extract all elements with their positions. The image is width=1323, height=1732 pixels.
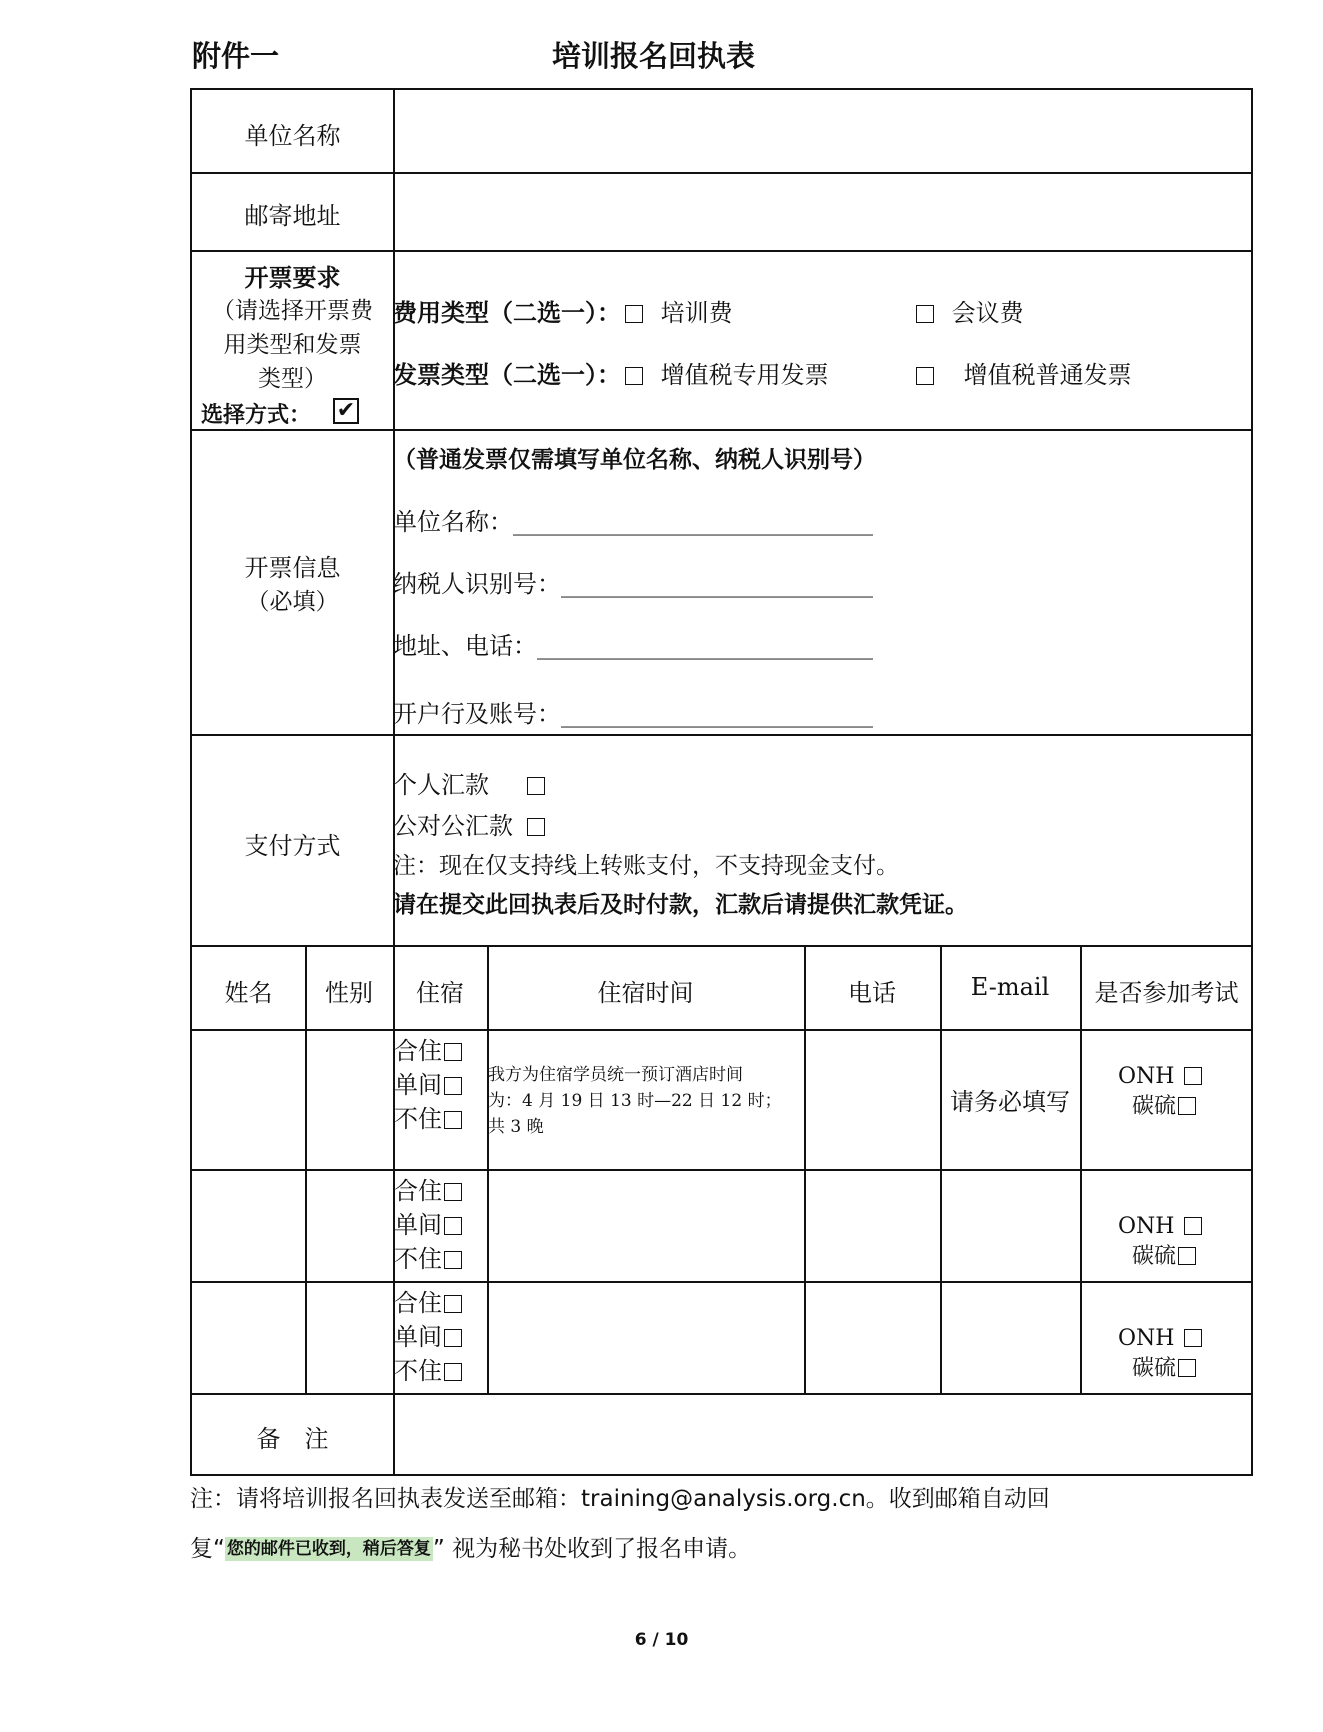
footer-note-line1: 注：请将培训报名回执表发送至邮箱：training@analysis.org.cn。收到邮箱自动回 xyxy=(190,1486,1050,1512)
lodging-none-label: 不住 xyxy=(394,1105,442,1133)
invoice-special-label: 增值税专用发票 xyxy=(660,361,829,389)
payment-bold-note: 请在提交此回执表后及时付款，汇款后请提供汇款凭证。 xyxy=(393,892,968,918)
page-total: 10 xyxy=(664,1630,689,1650)
exam-options xyxy=(1118,1062,1206,1122)
fill-line: __________________________ xyxy=(561,570,873,598)
exam-cs-checkbox[interactable] xyxy=(1178,1247,1196,1265)
invoice-normal-checkbox[interactable] xyxy=(916,367,934,385)
lodging-shared-checkbox[interactable] xyxy=(444,1295,462,1313)
lodging-options xyxy=(394,1034,462,1136)
col-header-name: 姓名 xyxy=(224,979,273,1007)
row-divider xyxy=(190,1169,1253,1171)
exam-options xyxy=(1118,1324,1206,1384)
exam-onh-checkbox[interactable] xyxy=(1184,1217,1202,1235)
row-divider xyxy=(190,429,1253,431)
invoice-info-label: 开票信息 xyxy=(244,554,341,582)
remarks-label: 备 注 xyxy=(256,1425,329,1453)
checkmark-icon: ✔ xyxy=(333,398,359,424)
address-phone-field[interactable] xyxy=(393,626,873,661)
lodging-shared-checkbox[interactable] xyxy=(444,1183,462,1201)
invoice-requirement-label: 开票要求 xyxy=(244,264,341,292)
lodging-shared-checkbox[interactable] xyxy=(444,1043,462,1061)
invoice-special-checkbox[interactable] xyxy=(625,367,643,385)
footer-note-line2 xyxy=(190,1530,751,1563)
col-header-exam: 是否参加考试 xyxy=(1094,979,1239,1007)
attachment-label: 附件一 xyxy=(192,39,280,73)
payment-method-label: 支付方式 xyxy=(244,832,341,860)
invoice-normal-option xyxy=(912,355,1132,390)
lodging-shared-label: 合住 xyxy=(394,1289,442,1317)
exam-cs-checkbox[interactable] xyxy=(1178,1097,1196,1115)
row-divider xyxy=(190,945,1253,947)
lodging-none-checkbox[interactable] xyxy=(444,1111,462,1129)
invoice-requirement-hint-line: 类型） xyxy=(258,366,327,392)
exam-onh-label: ONH xyxy=(1118,1214,1175,1239)
lodging-none-checkbox[interactable] xyxy=(444,1363,462,1381)
invoice-type-label: 发票类型（二选一）： xyxy=(393,361,621,389)
email-required-note[interactable]: 请务必填写 xyxy=(950,1088,1070,1116)
payment-corporate-label: 公对公汇款 xyxy=(393,812,513,840)
payment-corporate-option xyxy=(393,806,549,841)
fee-meeting-label: 会议费 xyxy=(951,299,1024,327)
row-divider xyxy=(190,1281,1253,1283)
col-header-email: E-mail xyxy=(970,973,1050,1001)
col-header-lodging-time: 住宿时间 xyxy=(597,979,694,1007)
invoice-unit-name-field[interactable] xyxy=(393,502,873,537)
page-separator: / xyxy=(646,1630,665,1650)
lodging-options xyxy=(394,1286,462,1388)
lodging-single-label: 单间 xyxy=(394,1323,442,1351)
invoice-requirement-hint-line: （请选择开票费 xyxy=(212,298,373,324)
exam-onh-label: ONH xyxy=(1118,1326,1175,1351)
exam-onh-checkbox[interactable] xyxy=(1184,1067,1202,1085)
payment-personal-option xyxy=(393,765,549,800)
fee-meeting-checkbox[interactable] xyxy=(916,305,934,323)
page-current: 6 xyxy=(634,1630,647,1650)
unit-name-label: 单位名称 xyxy=(244,122,341,150)
row-divider xyxy=(190,250,1253,252)
address-phone-label: 地址、电话： xyxy=(393,632,537,660)
exam-options xyxy=(1118,1212,1206,1272)
fill-line: ______________________________ xyxy=(513,508,873,536)
invoice-type-row xyxy=(393,355,829,390)
bank-account-label: 开户行及账号： xyxy=(393,700,561,728)
exam-cs-label: 碳硫 xyxy=(1132,1356,1177,1381)
payment-personal-checkbox[interactable] xyxy=(527,777,545,795)
payment-personal-label: 个人汇款 xyxy=(393,771,489,799)
row-divider xyxy=(190,172,1253,174)
invoice-normal-label: 增值税普通发票 xyxy=(963,361,1132,389)
col-header-lodging: 住宿 xyxy=(416,979,464,1007)
exam-cs-label: 碳硫 xyxy=(1132,1094,1177,1119)
page-number xyxy=(0,1630,1323,1650)
exam-cs-label: 碳硫 xyxy=(1132,1244,1177,1269)
lodging-options xyxy=(394,1174,462,1276)
invoice-requirement-hint-line: 用类型和发票 xyxy=(223,332,362,358)
fee-meeting-option xyxy=(912,293,1024,328)
col-divider xyxy=(1080,945,1082,1393)
fill-line: __________________________ xyxy=(561,700,873,728)
lodging-time-note-line: 共 3 晚 xyxy=(488,1117,544,1137)
row-divider xyxy=(190,1393,1253,1395)
mail-address-label: 邮寄地址 xyxy=(244,202,341,230)
fee-type-row xyxy=(393,293,733,328)
invoice-unit-name-label: 单位名称： xyxy=(393,508,513,536)
form-title: 培训报名回执表 xyxy=(552,39,756,73)
fee-training-label: 培训费 xyxy=(660,299,733,327)
lodging-time-note-line: 为：4 月 19 日 13 时—22 日 12 时； xyxy=(488,1091,782,1111)
lodging-shared-label: 合住 xyxy=(394,1037,442,1065)
lodging-time-note xyxy=(488,1062,782,1140)
lodging-shared-label: 合住 xyxy=(394,1177,442,1205)
col-divider xyxy=(804,945,806,1393)
col-divider xyxy=(305,945,307,1393)
row-divider xyxy=(190,1029,1253,1031)
lodging-single-checkbox[interactable] xyxy=(444,1217,462,1235)
lodging-single-checkbox[interactable] xyxy=(444,1077,462,1095)
select-method-label: 选择方式： xyxy=(201,403,312,428)
lodging-time-note-line: 我方为住宿学员统一预订酒店时间 xyxy=(488,1065,743,1085)
auto-reply-highlight: 您的邮件已收到，稍后答复 xyxy=(226,1539,431,1559)
col-header-phone: 电话 xyxy=(848,979,896,1007)
bank-account-field[interactable] xyxy=(393,694,873,729)
fee-training-checkbox[interactable] xyxy=(625,305,643,323)
lodging-none-label: 不住 xyxy=(394,1245,442,1273)
exam-onh-label: ONH xyxy=(1118,1064,1175,1089)
lodging-none-label: 不住 xyxy=(394,1357,442,1385)
col-divider xyxy=(940,945,942,1393)
lodging-single-label: 单间 xyxy=(394,1071,442,1099)
exam-onh-checkbox[interactable] xyxy=(1184,1329,1202,1347)
invoice-info-note: （普通发票仅需填写单位名称、纳税人识别号） xyxy=(393,447,876,473)
col-header-gender: 性别 xyxy=(325,979,373,1007)
footer-note-suffix: ” 视为秘书处收到了报名申请。 xyxy=(432,1536,752,1562)
invoice-info-required: （必填） xyxy=(246,589,339,615)
exam-cs-checkbox[interactable] xyxy=(1178,1359,1196,1377)
payment-note: 注：现在仅支持线上转账支付，不支持现金支付。 xyxy=(393,853,899,879)
taxpayer-id-field[interactable] xyxy=(393,564,873,599)
fee-type-label: 费用类型（二选一）： xyxy=(393,299,621,327)
footer-note-prefix: 复“ xyxy=(190,1536,225,1562)
fill-line: ____________________________ xyxy=(537,632,873,660)
taxpayer-id-label: 纳税人识别号： xyxy=(393,570,561,598)
row-divider xyxy=(190,734,1253,736)
payment-corporate-checkbox[interactable] xyxy=(527,818,545,836)
lodging-single-checkbox[interactable] xyxy=(444,1329,462,1347)
lodging-single-label: 单间 xyxy=(394,1211,442,1239)
col-divider xyxy=(487,945,489,1393)
lodging-none-checkbox[interactable] xyxy=(444,1251,462,1269)
